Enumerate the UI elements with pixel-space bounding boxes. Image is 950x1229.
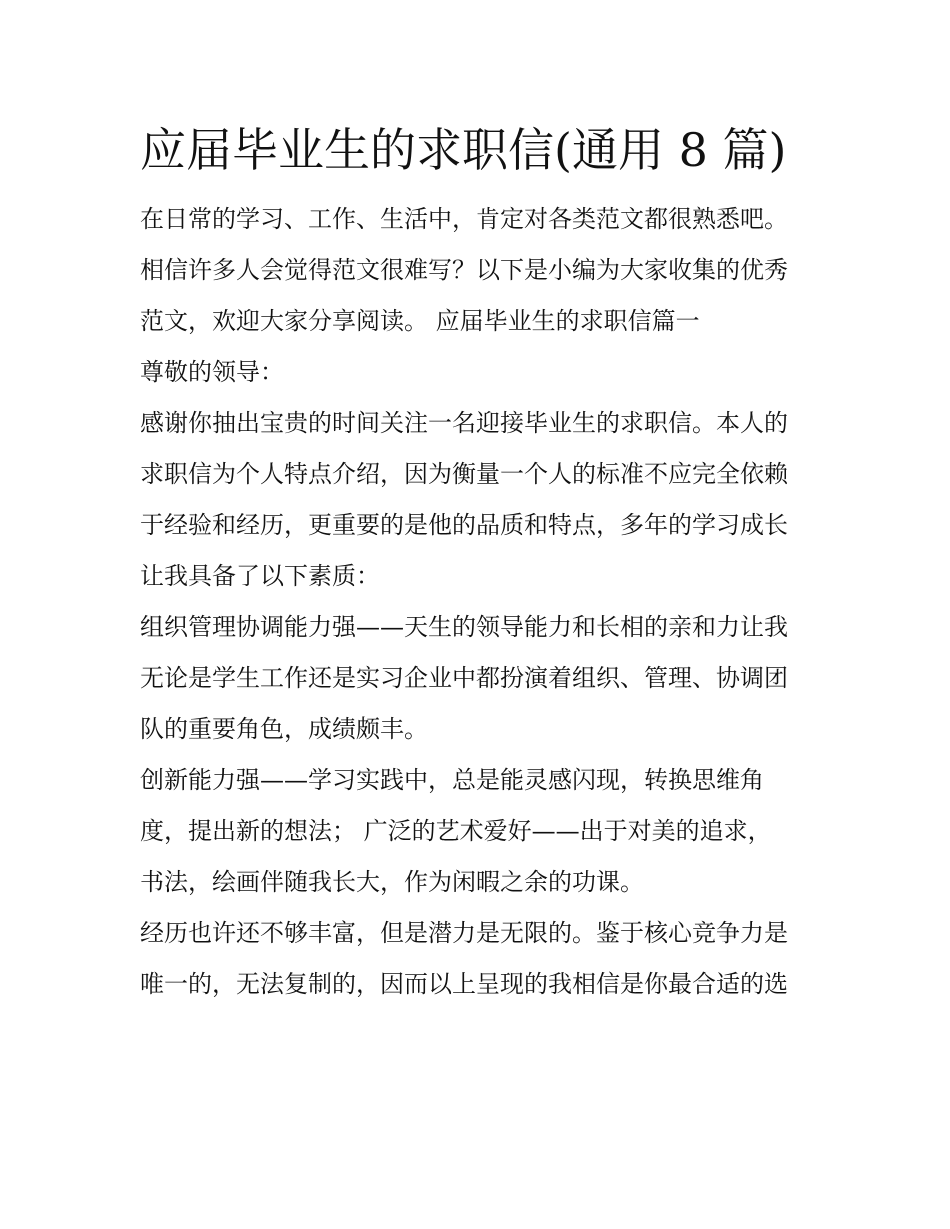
paragraph-line: 无论是学生工作还是实习企业中都扮演着组织、管理、协调团 [140, 664, 788, 692]
document-title: 应届毕业生的求职信(通用 8 篇) [140, 123, 787, 177]
intro-line: 范文，欢迎大家分享阅读。 应届毕业生的求职信篇一 [140, 307, 700, 335]
paragraph-line: 创新能力强——学习实践中，总是能灵感闪现，转换思维角 [140, 766, 764, 794]
paragraph-line: 经历也许还不够丰富，但是潜力是无限的。鉴于核心竞争力是 [140, 919, 788, 947]
paragraph-line: 求职信为个人特点介绍，因为衡量一个人的标准不应完全依赖 [140, 460, 788, 488]
document-body [140, 194, 816, 1010]
paragraph-line: 于经验和经历，更重要的是他的品质和特点，多年的学习成长 [140, 511, 788, 539]
paragraph-line: 感谢你抽出宝贵的时间关注一名迎接毕业生的求职信。本人的 [140, 409, 788, 437]
paragraph-line: 队的重要角色，成绩颇丰。 [140, 715, 428, 743]
paragraph-line: 书法，绘画伴随我长大，作为闲暇之余的功课。 [140, 868, 644, 896]
salutation: 尊敬的领导： [140, 358, 284, 386]
paragraph-line: 让我具备了以下素质： [140, 562, 380, 590]
intro-line: 相信许多人会觉得范文很难写？以下是小编为大家收集的优秀 [140, 256, 788, 284]
intro-line: 在日常的学习、工作、生活中，肯定对各类范文都很熟悉吧。 [140, 205, 788, 233]
paragraph-line: 组织管理协调能力强——天生的领导能力和长相的亲和力让我 [140, 613, 788, 641]
paragraph-line: 度，提出新的想法； 广泛的艺术爱好——出于对美的追求， [140, 817, 772, 845]
document-content [140, 112, 816, 1010]
paragraph-line: 唯一的，无法复制的，因而以上呈现的我相信是你最合适的选 [140, 970, 788, 998]
